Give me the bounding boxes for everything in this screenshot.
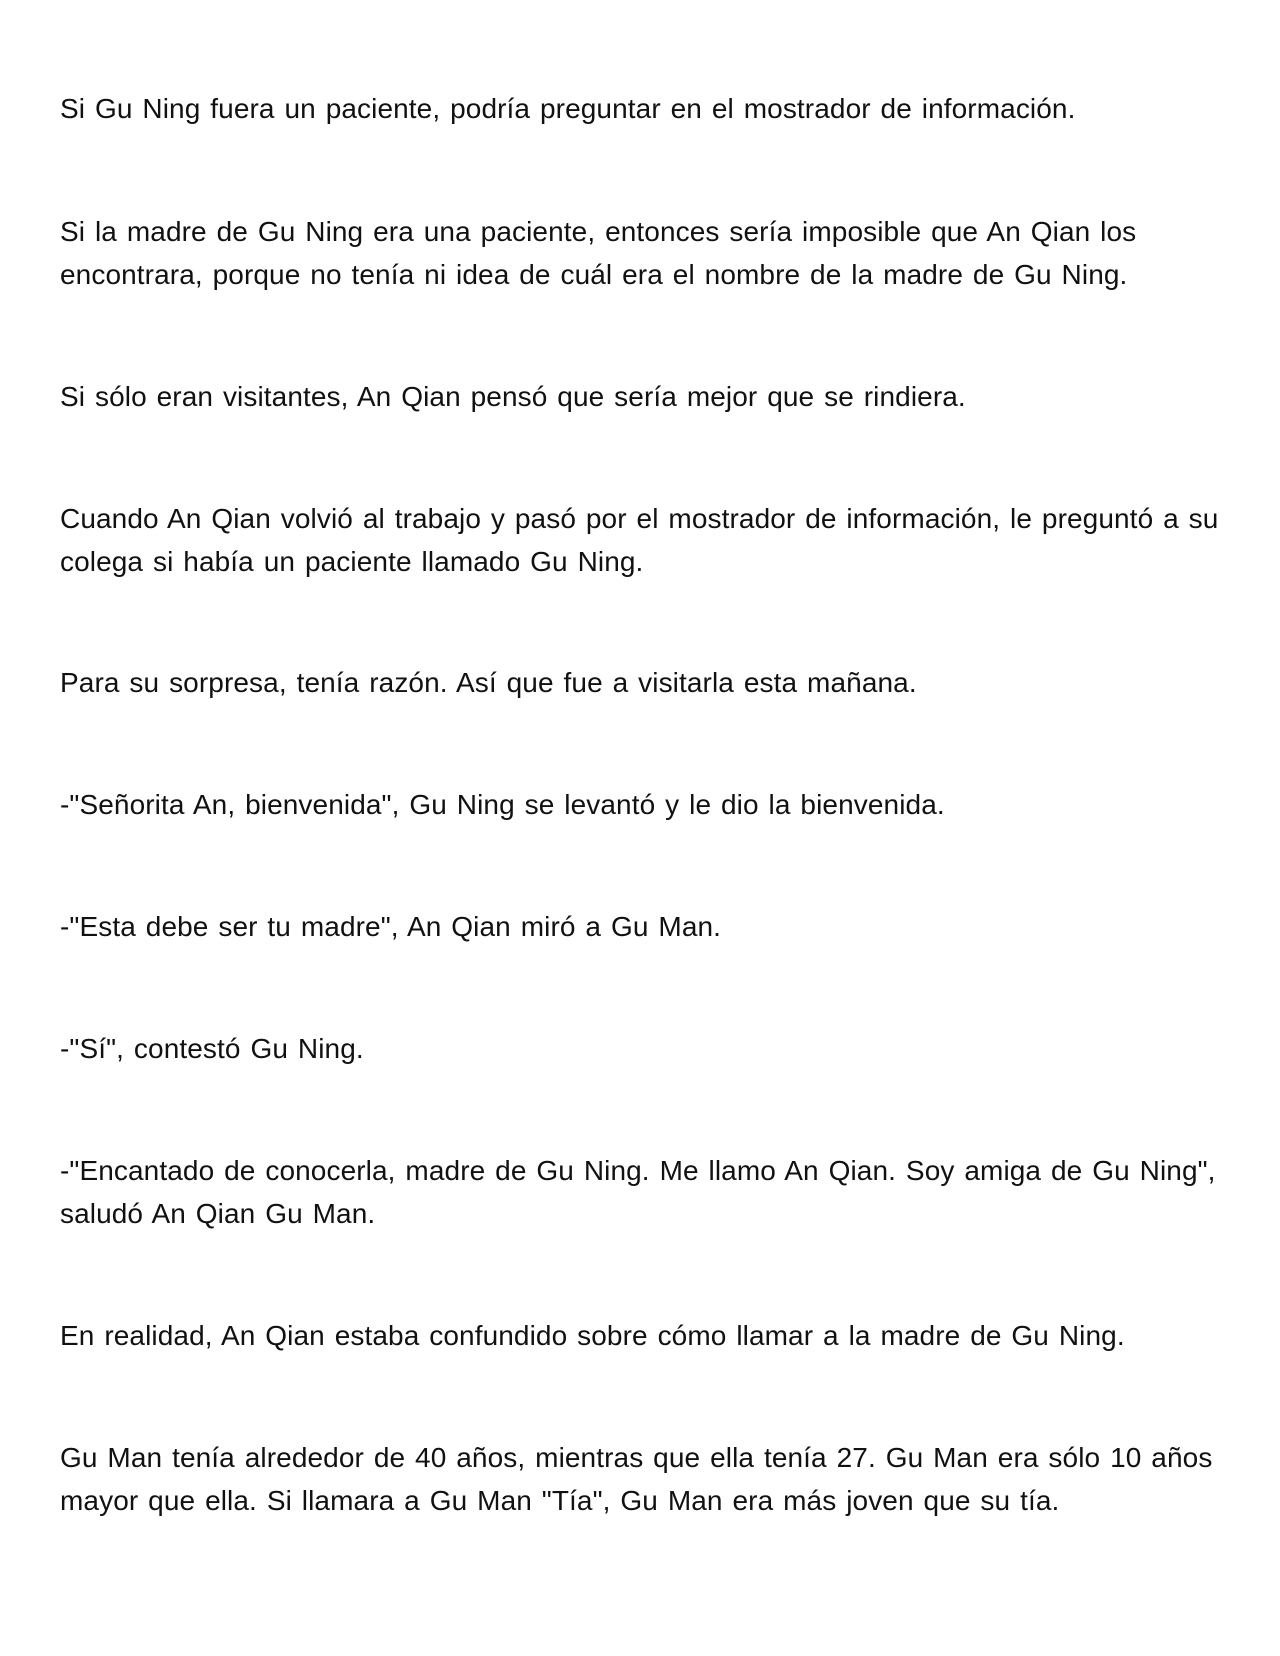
- paragraph-2: Si la madre de Gu Ning era una paciente, entonces sería imposible que An Qian los encontrara, porque no tenía ni idea de cuál era el nombre de la madre de Gu Ning.: [60, 216, 1137, 290]
- paragraph-11: Gu Man tenía alrededor de 40 años, mientras que ella tenía 27. Gu Man era sólo 10 años mayor que ella. Si llamara a Gu Man "Tía", Gu Man era más joven que su tía.: [60, 1442, 1213, 1516]
- paragraph-7: -"Esta debe ser tu madre", An Qian miró a Gu Man.: [60, 911, 722, 942]
- paragraph-3: Si sólo eran visitantes, An Qian pensó que sería mejor que se rindiera.: [60, 381, 966, 412]
- paragraph-5: Para su sorpresa, tenía razón. Así que fue a visitarla esta mañana.: [60, 667, 917, 698]
- paragraph-10: En realidad, An Qian estaba confundido sobre cómo llamar a la madre de Gu Ning.: [60, 1320, 1125, 1351]
- paragraph-9: -"Encantado de conocerla, madre de Gu Ning. Me llamo An Qian. Soy amiga de Gu Ning", saludó An Qian Gu Man.: [60, 1155, 1216, 1229]
- paragraph-1: Si Gu Ning fuera un paciente, podría preguntar en el mostrador de información.: [60, 93, 1076, 124]
- paragraph-4: Cuando An Qian volvió al trabajo y pasó por el mostrador de información, le preguntó a su colega si había un paciente llamado Gu Ning.: [60, 503, 1219, 577]
- paragraph-8: -"Sí", contestó Gu Ning.: [60, 1033, 364, 1064]
- paragraph-6: -"Señorita An, bienvenida", Gu Ning se levantó y le dio la bienvenida.: [60, 789, 945, 820]
